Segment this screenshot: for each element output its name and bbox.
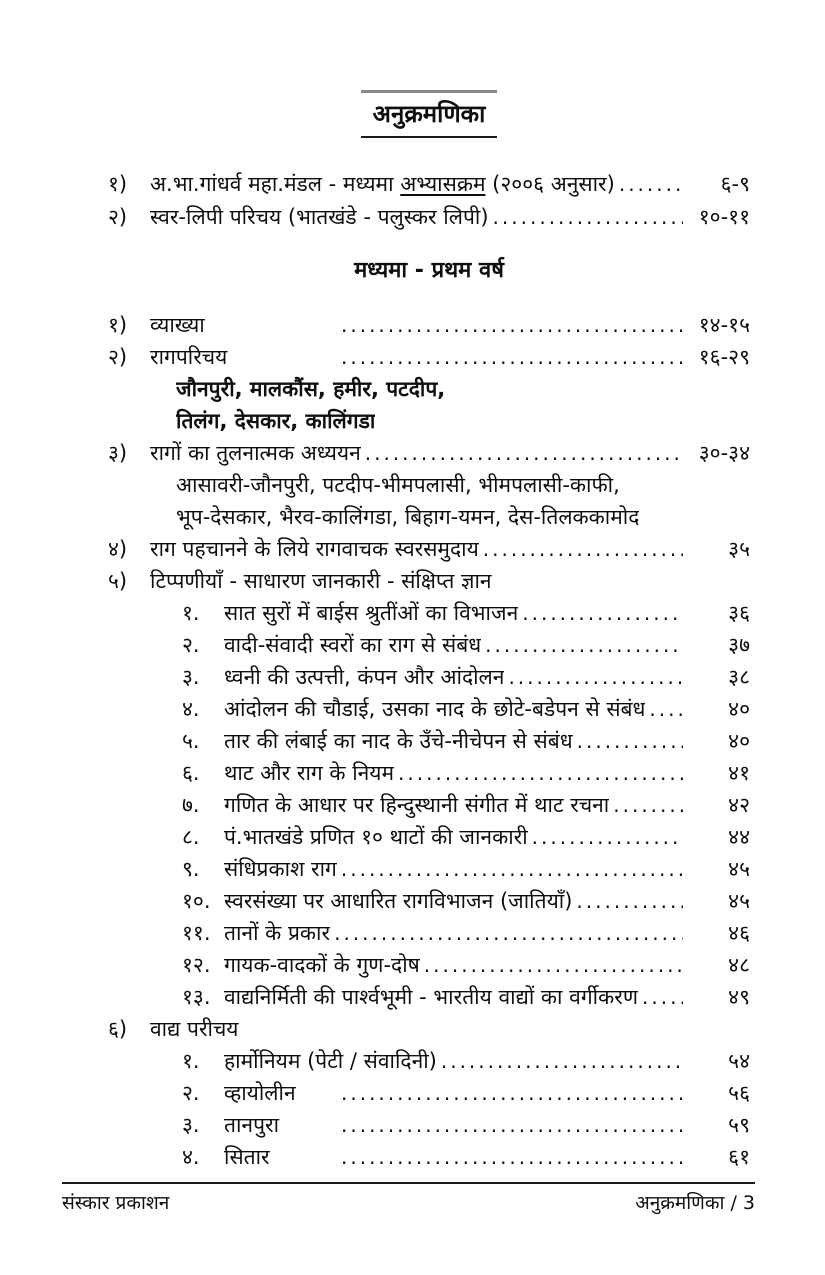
toc-entry-label-post: (२००६ अनुसार) [485, 172, 615, 196]
toc-entry-number: ४) [108, 537, 128, 561]
toc-entry-label: सितार [224, 1145, 270, 1169]
toc-entry-number: ४. [182, 697, 200, 721]
publisher-name: संस्कार प्रकाशन [62, 1192, 170, 1214]
toc-entry-pages: ३०-३४ [698, 441, 750, 465]
toc-entry-number: ६) [108, 1017, 128, 1041]
toc-entry-row [108, 1109, 750, 1141]
toc-entry-number: १०. [182, 889, 211, 913]
toc-entry-number: १२. [182, 953, 211, 977]
toc-entry-label: तिलंग, देसकार, कालिंगडा [176, 409, 376, 433]
toc-entry-number: ३. [182, 1113, 200, 1137]
toc-entry-number: ९. [182, 857, 200, 881]
toc-entry-pages: १४-१५ [698, 313, 750, 337]
toc-entry-row [108, 309, 750, 341]
toc-entry-row [108, 949, 750, 981]
toc-entry-label: आसावरी-जौनपुरी, पटदीप-भीमपलासी, भीमपलासी-काफी, [176, 473, 620, 497]
toc-entry-row [108, 757, 750, 789]
toc-entry-row [108, 201, 750, 234]
footer-page-indicator: अनुक्रमणिका / 3 [635, 1192, 755, 1214]
toc-entry-pages: ६-९ [720, 172, 750, 196]
toc-entry-pages: ३८ [728, 665, 750, 689]
toc-leader-dots [576, 885, 683, 917]
toc-entry-number: ३. [182, 665, 200, 689]
toc-leader-dots [341, 1141, 683, 1173]
toc-entry-row [108, 821, 750, 853]
toc-leader-dots [441, 1045, 683, 1077]
toc-entry-row [108, 168, 750, 201]
toc-leader-dots [341, 1109, 683, 1141]
toc-entry-number: ३) [108, 441, 128, 465]
toc-leader-dots [522, 597, 683, 629]
toc-entry-pages: ४५ [728, 889, 750, 913]
toc-entry-label: वादी-संवादी स्वरों का राग से संबंध [224, 633, 482, 657]
toc-leader-dots [424, 949, 683, 981]
toc-leader-dots [341, 309, 683, 341]
toc-entry-label: आंदोलन की चौडाई, उसका नाद के छोटे-बडेपन से संबंध [224, 697, 646, 721]
toc-entry-row [108, 565, 750, 597]
toc-entry-pages: ४० [728, 697, 750, 721]
toc-entry-row [108, 437, 750, 469]
toc-entry-number: ५) [108, 569, 128, 593]
toc-entry-pages: ५४ [728, 1049, 750, 1073]
toc-entry-label-underlined: अभ्यासक्रम [400, 172, 486, 196]
toc-entry-row [108, 885, 750, 917]
toc-entry-row [108, 693, 750, 725]
toc-leader-dots [365, 437, 683, 469]
toc-continuation-line [108, 501, 750, 533]
toc-entry-label: वाद्यनिर्मिती की पार्श्वभूमी - भारतीय वाद्यों का वर्गीकरण [224, 985, 639, 1009]
toc-entry-label: हार्मोनियम (पेटी / संवादिनी) [224, 1049, 437, 1073]
toc-title: अनुक्रमणिका [372, 100, 486, 128]
toc-leader-dots [532, 821, 683, 853]
toc-continuation-line [108, 469, 750, 501]
toc-entry-row [108, 341, 750, 373]
toc-entry-pages: ४१ [728, 761, 750, 785]
toc-entry-label: व्याख्या [150, 313, 205, 337]
toc-entry-label: गणित के आधार पर हिन्दुस्थानी संगीत में थाट रचना [224, 793, 610, 817]
intro-toc-list [108, 168, 750, 234]
toc-entry-number: १) [108, 313, 128, 337]
toc-entry-number: ५. [182, 729, 200, 753]
toc-entry-label: स्वर-लिपी परिचय (भातखंडे - पलुस्कर लिपी) [150, 205, 489, 229]
toc-entry-row [108, 725, 750, 757]
toc-leader-dots [493, 201, 683, 234]
toc-entry-pages: ३६ [728, 601, 750, 625]
toc-entry-row [108, 1013, 750, 1045]
toc-leader-dots [485, 629, 683, 661]
toc-entry-row [108, 661, 750, 693]
toc-entry-pages: ४२ [728, 793, 750, 817]
toc-entry-label: रागपरिचय [150, 345, 228, 369]
toc-entry-number: १) [108, 172, 128, 196]
toc-entry-label: तार की लंबाई का नाद के उँचे-नीचेपन से संबंध [224, 729, 573, 753]
toc-entry-pages: ४५ [728, 857, 750, 881]
toc-title-box [361, 90, 498, 138]
toc-entry-pages: ५६ [728, 1081, 750, 1105]
section-heading: मध्यमा - प्रथम वर्ष [354, 258, 504, 283]
toc-entry-label: स्वरसंख्या पर आधारित रागविभाजन (जातियाँ) [224, 889, 573, 913]
toc-entry-label: टिप्पणीयाँ - साधारण जानकारी - संक्षिप्त ज्ञान [150, 569, 492, 593]
toc-leader-dots [613, 789, 683, 821]
toc-leader-dots [577, 725, 683, 757]
toc-leader-dots [649, 693, 683, 725]
toc-leader-dots [341, 341, 683, 373]
toc-continuation-line [108, 373, 750, 405]
toc-entry-label: रागों का तुलनात्मक अध्ययन [150, 441, 361, 465]
toc-entry-row [108, 981, 750, 1013]
toc-entry-label: ध्वनी की उत्पत्ती, कंपन और आंदोलन [224, 665, 505, 689]
toc-content [108, 90, 750, 1173]
toc-entry-label: जौनपुरी, मालकौंस, हमीर, पटदीप, [176, 377, 446, 401]
toc-entry-label: गायक-वादकों के गुण-दोष [224, 953, 420, 977]
toc-entry-label-pre: अ.भा.गांधर्व महा.मंडल - मध्यमा [150, 172, 401, 196]
toc-entry-label: थाट और राग के नियम [224, 761, 395, 785]
toc-leader-dots [642, 981, 683, 1013]
toc-entry-row [108, 853, 750, 885]
toc-entry-number: २. [182, 633, 200, 657]
toc-entry-row [108, 597, 750, 629]
toc-entry-number: ७. [182, 793, 200, 817]
toc-entry-pages: ३७ [728, 633, 750, 657]
toc-entry-number: २. [182, 1081, 200, 1105]
toc-entry-number: १. [182, 601, 200, 625]
toc-continuation-line [108, 405, 750, 437]
toc-entry-number: ६. [182, 761, 200, 785]
toc-entry-row [108, 629, 750, 661]
toc-entry-number: २) [108, 345, 128, 369]
toc-leader-dots [341, 853, 683, 885]
toc-entry-row [108, 917, 750, 949]
toc-leader-dots [483, 533, 683, 565]
toc-leader-dots [508, 661, 683, 693]
toc-entry-number: २) [108, 205, 128, 229]
main-toc-list [108, 309, 750, 1173]
toc-entry-label: सात सुरों में बाईस श्रुतींओं का विभाजन [224, 601, 519, 625]
toc-entry-pages: ५९ [728, 1113, 750, 1137]
toc-entry-label [150, 168, 615, 201]
toc-leader-dots [334, 917, 683, 949]
toc-entry-pages: १६-२९ [698, 345, 750, 369]
toc-entry-label: भूप-देसकार, भैरव-कालिंगडा, बिहाग-यमन, देस-तिलककामोद [176, 505, 640, 529]
page-footer [62, 1182, 755, 1215]
toc-entry-number: १३. [182, 985, 211, 1009]
toc-entry-label: राग पहचानने के लिये रागवाचक स्वरसमुदाय [150, 537, 479, 561]
toc-leader-dots [619, 168, 683, 201]
toc-entry-row [108, 1045, 750, 1077]
toc-entry-pages: ४८ [728, 953, 750, 977]
toc-entry-label: व्हायोलीन [224, 1081, 296, 1105]
toc-entry-pages: ३५ [728, 537, 750, 561]
toc-entry-row [108, 533, 750, 565]
toc-entry-number: ८. [182, 825, 200, 849]
toc-entry-pages: ४० [728, 729, 750, 753]
toc-entry-number: ११. [182, 921, 211, 945]
toc-leader-dots [398, 757, 683, 789]
toc-entry-label: तानों के प्रकार [224, 921, 331, 945]
toc-title-row [108, 90, 750, 138]
toc-entry-number: १. [182, 1049, 200, 1073]
toc-entry-row [108, 1141, 750, 1173]
toc-entry-pages: ४४ [728, 825, 750, 849]
toc-entry-number: ४. [182, 1145, 200, 1169]
toc-entry-label: तानपुरा [224, 1113, 280, 1137]
toc-entry-pages: १०-११ [698, 205, 750, 229]
toc-entry-label: वाद्य परीचय [150, 1017, 239, 1041]
toc-entry-pages: ४६ [728, 921, 750, 945]
toc-entry-label: संधिप्रकाश राग [224, 857, 337, 881]
toc-entry-pages: ४९ [728, 985, 750, 1009]
toc-entry-pages: ६१ [728, 1145, 750, 1169]
toc-entry-row [108, 789, 750, 821]
toc-leader-dots [341, 1077, 683, 1109]
toc-entry-row [108, 1077, 750, 1109]
toc-entry-label: पं.भातखंडे प्रणित १० थाटों की जानकारी [224, 825, 528, 849]
